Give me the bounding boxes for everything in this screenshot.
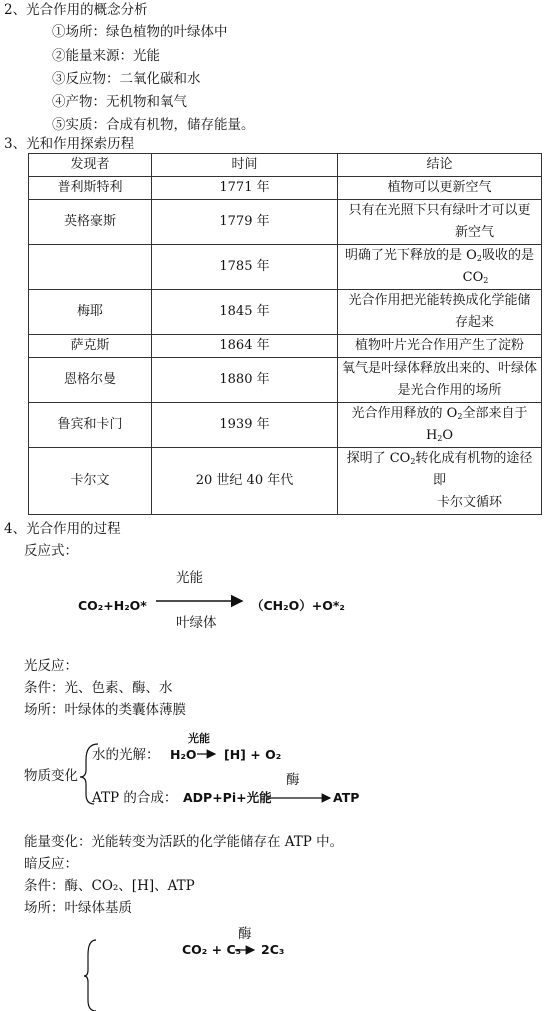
conclusion-text: 探明了 CO xyxy=(346,451,411,466)
cell-time: 1771 年 xyxy=(152,177,338,200)
cell-time: 1880 年 xyxy=(152,358,338,403)
overall-eq-condition-bottom: 叶绿体 xyxy=(176,615,217,631)
conclusion-line: 卡尔文循环 xyxy=(436,495,502,510)
matter-change-brace xyxy=(80,744,98,804)
conclusion-text: 吸收的是 xyxy=(481,248,534,263)
co2-fixation-product: 2C₃ xyxy=(261,942,285,957)
conclusion-line: 是光合作用的场所 xyxy=(397,383,502,398)
dark-reaction-title: 暗反应： xyxy=(24,856,78,872)
light-reaction-title: 光反应： xyxy=(24,658,78,674)
section4-title: 4、光合作用的过程 xyxy=(4,521,121,537)
cell-conclusion: 植物叶片光合作用产生了淀粉 xyxy=(338,335,542,358)
cell-time: 1845 年 xyxy=(152,290,338,335)
cell-discoverer: 卡尔文 xyxy=(29,448,152,515)
subscript: 2 xyxy=(410,457,416,466)
overall-eq-reactants: CO₂+H₂O* xyxy=(78,598,147,613)
section2-title: 2、光合作用的概念分析 xyxy=(4,2,148,18)
energy-change: 能量变化：光能转变为活跃的化学能储存在 ATP 中。 xyxy=(24,834,344,850)
concept-item-2: ②能量来源：光能 xyxy=(52,48,160,64)
cell-time: 1779 年 xyxy=(152,200,338,245)
subscript: 2 xyxy=(476,254,482,263)
concept-item-3: ③反应物：二氧化碳和水 xyxy=(52,71,201,87)
cell-conclusion: 植物可以更新空气 xyxy=(338,177,542,200)
concept-item-5: ⑤实质：合成有机物，储存能量。 xyxy=(52,117,255,133)
light-reaction-conditions: 条件：光、色素、酶、水 xyxy=(24,680,173,696)
conclusion-line: 存起来 xyxy=(454,315,494,330)
dark-reaction-place: 场所：叶绿体基质 xyxy=(24,900,132,916)
concept-item-4: ④产物：无机物和氧气 xyxy=(52,94,187,110)
cell-discoverer: 英格豪斯 xyxy=(29,200,152,245)
atp-synthesis-condition: 酶 xyxy=(286,772,300,788)
dark-reaction-brace xyxy=(84,940,96,1011)
atp-synthesis-product: ATP xyxy=(333,790,360,805)
subscript: 2 xyxy=(483,276,489,285)
header-conclusion: 结论 xyxy=(338,154,542,177)
photolysis-label: 水的光解： xyxy=(92,747,160,763)
conclusion-text: 全部来自于 H xyxy=(425,406,528,443)
cell-time: 1785 年 xyxy=(152,245,338,290)
conclusion-line: 新空气 xyxy=(454,225,494,240)
cell-time: 20 世纪 40 年代 xyxy=(152,448,338,515)
conclusion-text: CO xyxy=(462,270,484,285)
cell-discoverer: 梅耶 xyxy=(29,290,152,335)
dark-reaction-conditions: 条件：酶、CO₂、[H]、ATP xyxy=(24,878,195,894)
atp-synthesis-label: ATP 的合成： xyxy=(92,790,178,806)
cell-discoverer: 鲁宾和卡门 xyxy=(29,403,152,448)
photolysis-condition: 光能 xyxy=(188,732,210,745)
co2-fixation-condition: 酶 xyxy=(238,926,252,942)
cell-discoverer: 恩格尔曼 xyxy=(29,358,152,403)
light-reaction-place: 场所：叶绿体的类囊体薄膜 xyxy=(24,702,186,718)
photolysis-reactant: H₂O xyxy=(170,747,197,762)
conclusion-text: 转化成有机物的途径即 xyxy=(415,451,533,488)
header-time: 时间 xyxy=(152,154,338,177)
concept-item-1: ①场所：绿色植物的叶绿体中 xyxy=(52,24,228,40)
formula-label: 反应式： xyxy=(24,543,78,559)
conclusion-line: 光合作用把光能转换成化学能储 xyxy=(348,293,531,308)
cell-time: 1939 年 xyxy=(152,403,338,448)
cell-discoverer: 普利斯特利 xyxy=(29,177,152,200)
section3-title: 3、光和作用探索历程 xyxy=(4,136,135,152)
conclusion-text: 明确了光下释放的是 O xyxy=(345,248,477,263)
subscript: 2 xyxy=(457,412,463,421)
conclusion-line: 只有在光照下只有绿叶才可以更 xyxy=(348,203,531,218)
subscript: 2 xyxy=(437,434,443,443)
overall-eq-products: （CH₂O）+O*₂ xyxy=(251,598,345,613)
conclusion-text: O xyxy=(442,428,454,443)
cell-time: 1864 年 xyxy=(152,335,338,358)
co2-fixation-reactants: CO₂ + C₅ xyxy=(182,942,242,957)
overall-eq-condition-top: 光能 xyxy=(176,570,203,586)
conclusion-text: 光合作用释放的 O xyxy=(351,406,458,421)
photolysis-products: [H] + O₂ xyxy=(224,747,282,762)
header-discoverer: 发现者 xyxy=(29,154,152,177)
matter-change-label: 物质变化 xyxy=(24,768,78,784)
cell-discoverer: 萨克斯 xyxy=(29,335,152,358)
conclusion-line: 氧气是叶绿体释放出来的、叶绿体 xyxy=(342,361,538,376)
atp-synthesis-reactants: ADP+Pi+光能 xyxy=(183,790,272,805)
